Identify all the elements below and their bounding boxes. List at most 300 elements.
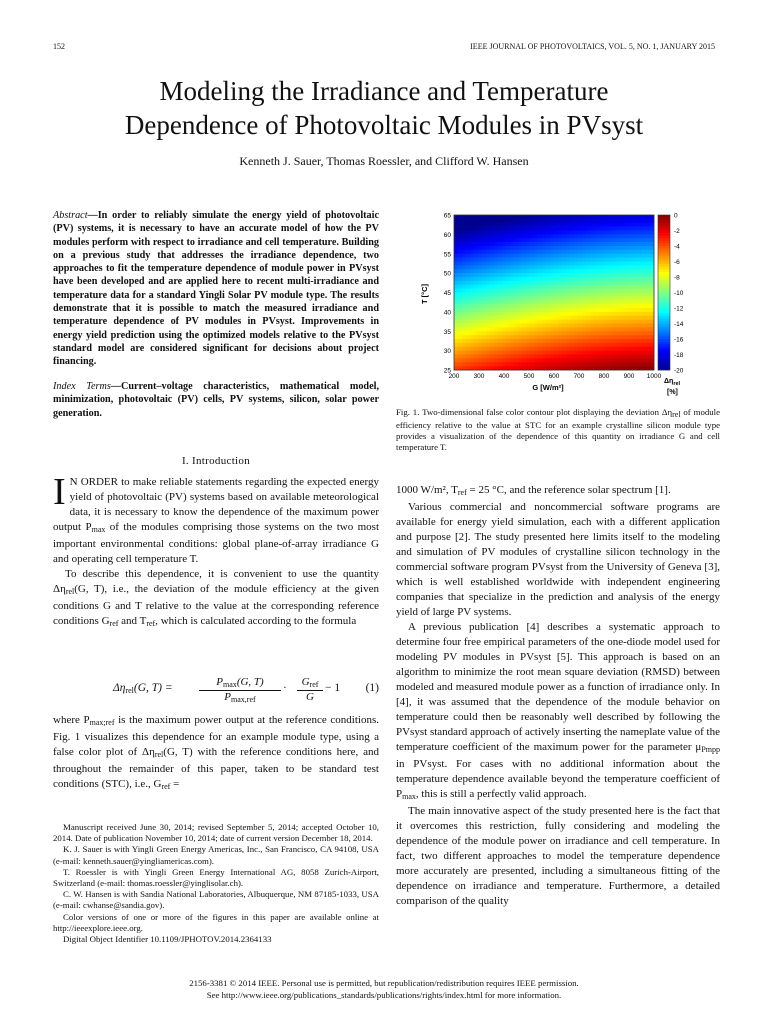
heatmap-cell xyxy=(506,296,510,300)
heatmap-cell xyxy=(614,351,618,355)
heatmap-cell xyxy=(606,343,610,347)
heatmap-cell xyxy=(574,320,578,324)
heatmap-cell xyxy=(630,277,634,281)
heatmap-cell xyxy=(486,343,490,347)
heatmap-cell xyxy=(566,254,570,258)
colorbar-segment xyxy=(658,231,670,234)
heatmap-cell xyxy=(486,223,490,227)
heatmap-cell xyxy=(470,324,474,328)
heatmap-cell xyxy=(554,254,558,258)
heatmap-cell xyxy=(554,215,558,219)
heatmap-cell xyxy=(586,254,590,258)
heatmap-cell xyxy=(482,273,486,277)
heatmap-cell xyxy=(482,351,486,355)
heatmap-cell xyxy=(630,234,634,238)
heatmap-cell xyxy=(586,358,590,362)
heatmap-cell xyxy=(470,308,474,312)
heatmap-cell xyxy=(542,343,546,347)
heatmap-cell xyxy=(610,258,614,262)
heatmap-cell xyxy=(498,351,502,355)
heatmap-cell xyxy=(558,227,562,231)
heatmap-cell xyxy=(462,258,466,262)
heatmap-cell xyxy=(546,293,550,297)
drop-cap: I xyxy=(53,471,66,513)
heatmap-cell xyxy=(526,335,530,339)
heatmap-cell xyxy=(642,219,646,223)
heatmap-cell xyxy=(542,231,546,235)
heatmap-cell xyxy=(574,296,578,300)
rp0-b: = 25 °C, and the reference solar spectrum [1]. xyxy=(466,484,671,496)
heatmap-cell xyxy=(530,269,534,273)
heatmap-cell xyxy=(502,277,506,281)
heatmap-cell xyxy=(566,351,570,355)
heatmap-cell xyxy=(478,327,482,331)
heatmap-cell xyxy=(542,316,546,320)
heatmap-cell xyxy=(526,269,530,273)
heatmap-cell xyxy=(494,335,498,339)
heatmap-cell xyxy=(454,265,458,269)
heatmap-cell xyxy=(606,358,610,362)
heatmap-cell xyxy=(538,355,542,359)
heatmap-cell xyxy=(474,250,478,254)
heatmap-cell xyxy=(594,347,598,351)
heatmap-cell xyxy=(618,339,622,343)
heatmap-cell xyxy=(462,312,466,316)
heatmap-cell xyxy=(454,335,458,339)
heatmap-cell xyxy=(518,362,522,366)
heatmap-cell xyxy=(546,285,550,289)
heatmap-cell xyxy=(522,339,526,343)
heatmap-cell xyxy=(510,215,514,219)
heatmap-cell xyxy=(462,300,466,304)
heatmap-cell xyxy=(462,289,466,293)
heatmap-cell xyxy=(562,351,566,355)
heatmap-cell xyxy=(498,300,502,304)
heatmap-cell xyxy=(482,308,486,312)
heatmap-cell xyxy=(462,339,466,343)
heatmap-cell xyxy=(602,289,606,293)
colorbar-ticks xyxy=(674,213,684,375)
heatmap-cell xyxy=(558,362,562,366)
heatmap-cell xyxy=(534,362,538,366)
heatmap-cell xyxy=(466,300,470,304)
heatmap-cell xyxy=(634,351,638,355)
colorbar-segment xyxy=(658,274,670,277)
heatmap-cell xyxy=(510,343,514,347)
heatmap-cell xyxy=(582,269,586,273)
heatmap-cell xyxy=(538,285,542,289)
heatmap-cell xyxy=(546,362,550,366)
heatmap-cell xyxy=(486,296,490,300)
heatmap-cell xyxy=(546,320,550,324)
heatmap-cell xyxy=(510,331,514,335)
heatmap-cell xyxy=(546,327,550,331)
heatmap-cell xyxy=(594,242,598,246)
heatmap-cell xyxy=(530,335,534,339)
heatmap-cell xyxy=(590,304,594,308)
heatmap-cell xyxy=(594,358,598,362)
heatmap-cell xyxy=(546,355,550,359)
colorbar-segment xyxy=(658,326,670,329)
heatmap-cell xyxy=(510,296,514,300)
heatmap-cell xyxy=(514,355,518,359)
heatmap-cell xyxy=(506,316,510,320)
heatmap-cell xyxy=(574,277,578,281)
heatmap-cell xyxy=(466,215,470,219)
heatmap-cell xyxy=(626,265,630,269)
heatmap-cell xyxy=(614,316,618,320)
heatmap-cell xyxy=(526,277,530,281)
heatmap-cell xyxy=(618,293,622,297)
heatmap-cell xyxy=(466,262,470,266)
heatmap-cell xyxy=(486,339,490,343)
heatmap-cell xyxy=(474,223,478,227)
heatmap-cell xyxy=(582,339,586,343)
heatmap-cell xyxy=(478,355,482,359)
heatmap-cell xyxy=(602,312,606,316)
eq-num1-args: (G, T) xyxy=(236,676,264,688)
heatmap-cell xyxy=(526,343,530,347)
heatmap-cell xyxy=(486,347,490,351)
x-tick-label: 700 xyxy=(573,373,585,380)
heatmap-cell xyxy=(534,300,538,304)
heatmap-cell xyxy=(510,293,514,297)
heatmap-cell xyxy=(578,320,582,324)
heatmap-cell xyxy=(510,304,514,308)
heatmap-cell xyxy=(594,238,598,242)
heatmap-cell xyxy=(478,277,482,281)
heatmap-cell xyxy=(610,227,614,231)
heatmap-cell xyxy=(458,262,462,266)
heatmap-cell xyxy=(574,238,578,242)
heatmap-cell xyxy=(638,285,642,289)
heatmap-cell xyxy=(470,293,474,297)
heatmap-cell xyxy=(510,335,514,339)
heatmap-cell xyxy=(498,355,502,359)
heatmap-cell xyxy=(642,316,646,320)
heatmap-cell xyxy=(622,331,626,335)
heatmap-cell xyxy=(570,273,574,277)
heatmap-cell xyxy=(486,254,490,258)
heatmap-cell xyxy=(474,308,478,312)
heatmap-cell xyxy=(562,308,566,312)
heatmap-cell xyxy=(638,223,642,227)
heatmap-cell xyxy=(518,273,522,277)
heatmap-cell xyxy=(550,281,554,285)
heatmap-cell xyxy=(478,351,482,355)
heatmap-cell xyxy=(534,316,538,320)
heatmap-cell xyxy=(514,269,518,273)
heatmap-cell xyxy=(574,227,578,231)
y-tick-label: 40 xyxy=(443,309,451,317)
p3-b: is the maximum power output at the reference conditions. Fig. 1 visualizes this dependence for an example module type, using a false color plot of Δη xyxy=(53,714,379,758)
heatmap-cell xyxy=(602,265,606,269)
colorbar-segment xyxy=(658,243,670,246)
heatmap-cell xyxy=(486,335,490,339)
heatmap-cell xyxy=(614,358,618,362)
heatmap-cell xyxy=(490,293,494,297)
heatmap-cell xyxy=(622,223,626,227)
heatmap-cell xyxy=(586,234,590,238)
heatmap-cell xyxy=(626,254,630,258)
heatmap-cell xyxy=(470,343,474,347)
colorbar-segment xyxy=(658,277,670,280)
heatmap-cell xyxy=(630,265,634,269)
heatmap-cell xyxy=(570,343,574,347)
heatmap-cell xyxy=(454,262,458,266)
heatmap-cell xyxy=(582,227,586,231)
heatmap-cell xyxy=(646,219,650,223)
heatmap-cell xyxy=(498,219,502,223)
heatmap-cell xyxy=(514,308,518,312)
colorbar-segment xyxy=(658,336,670,339)
heatmap-cell xyxy=(558,296,562,300)
colorbar-tick-label: -14 xyxy=(674,321,684,328)
heatmap-cell xyxy=(482,227,486,231)
heatmap-cell xyxy=(534,324,538,328)
heatmap-cell xyxy=(466,327,470,331)
heatmap-cell xyxy=(510,285,514,289)
p2-sub1: rel xyxy=(65,587,75,596)
heatmap-cell xyxy=(530,246,534,250)
heatmap-cell xyxy=(614,296,618,300)
heatmap-cell xyxy=(502,304,506,308)
y-tick-label: 50 xyxy=(443,270,451,278)
colorbar-segment xyxy=(658,303,670,306)
heatmap-cell xyxy=(462,355,466,359)
heatmap-cell xyxy=(582,312,586,316)
heatmap-cell xyxy=(598,219,602,223)
heatmap-cell xyxy=(630,335,634,339)
heatmap-cell xyxy=(538,339,542,343)
heatmap-cell xyxy=(538,273,542,277)
heatmap-cell xyxy=(498,358,502,362)
heatmap-cell xyxy=(538,296,542,300)
heatmap-cell xyxy=(478,320,482,324)
heatmap-cell xyxy=(482,258,486,262)
heatmap-cell xyxy=(638,351,642,355)
heatmap-cell xyxy=(474,231,478,235)
heatmap-cell xyxy=(562,335,566,339)
heatmap-cell xyxy=(554,219,558,223)
heatmap-cell xyxy=(578,312,582,316)
heatmap-cell xyxy=(614,335,618,339)
heatmap-cell xyxy=(570,254,574,258)
heatmap-cell xyxy=(490,351,494,355)
heatmap-cell xyxy=(550,331,554,335)
heatmap-cell xyxy=(606,281,610,285)
heatmap-cell xyxy=(538,215,542,219)
colorbar-segment xyxy=(658,365,670,368)
heatmap-cell xyxy=(538,258,542,262)
heatmap-cell xyxy=(566,281,570,285)
heatmap-cell xyxy=(642,258,646,262)
heatmap-cell xyxy=(482,316,486,320)
heatmap-cell xyxy=(518,312,522,316)
heatmap-cell xyxy=(462,246,466,250)
heatmap-cell xyxy=(498,331,502,335)
heatmap-cell xyxy=(506,335,510,339)
heatmap-cell xyxy=(602,362,606,366)
heatmap-cell xyxy=(486,351,490,355)
heatmap-cell xyxy=(538,219,542,223)
heatmap-cell xyxy=(562,273,566,277)
heatmap-cell xyxy=(566,347,570,351)
heatmap-cell xyxy=(534,215,538,219)
heatmap-cell xyxy=(622,246,626,250)
heatmap-cell xyxy=(518,262,522,266)
heatmap-cell xyxy=(622,339,626,343)
heatmap-cell xyxy=(506,231,510,235)
heatmap-cell xyxy=(542,273,546,277)
right-column-text xyxy=(396,483,720,909)
heatmap-cell xyxy=(494,234,498,238)
heatmap-cell xyxy=(550,362,554,366)
heatmap-cell xyxy=(598,262,602,266)
heatmap-cell xyxy=(646,285,650,289)
heatmap-cell xyxy=(470,238,474,242)
heatmap-cell xyxy=(486,281,490,285)
heatmap-cell xyxy=(554,331,558,335)
heatmap-cell xyxy=(510,320,514,324)
heatmap-cell xyxy=(562,347,566,351)
heatmap-cell xyxy=(622,227,626,231)
heatmap-cell xyxy=(498,343,502,347)
heatmap-cell xyxy=(526,265,530,269)
heatmap-cell xyxy=(454,238,458,242)
heatmap-cell xyxy=(538,234,542,238)
heatmap-cell xyxy=(570,238,574,242)
heatmap-cell xyxy=(482,347,486,351)
heatmap-cell xyxy=(618,320,622,324)
heatmap-cell xyxy=(582,238,586,242)
heatmap-cell xyxy=(566,320,570,324)
heatmap-cell xyxy=(538,223,542,227)
heatmap-cell xyxy=(462,308,466,312)
p1-sub: max xyxy=(91,525,106,534)
heatmap-cell xyxy=(626,238,630,242)
heatmap-cell xyxy=(538,231,542,235)
heatmap-cell xyxy=(486,242,490,246)
heatmap-cell xyxy=(474,238,478,242)
heatmap-cell xyxy=(570,227,574,231)
heatmap-cell xyxy=(502,339,506,343)
heatmap-cell xyxy=(474,285,478,289)
heatmap-cell xyxy=(626,293,630,297)
heatmap-cell xyxy=(590,250,594,254)
heatmap-cell xyxy=(462,273,466,277)
heatmap-cell xyxy=(598,308,602,312)
heatmap-cell xyxy=(590,223,594,227)
heatmap-cell xyxy=(518,258,522,262)
heatmap-cell xyxy=(606,234,610,238)
heatmap-cell xyxy=(514,238,518,242)
heatmap-cell xyxy=(486,316,490,320)
heatmap-cell xyxy=(494,246,498,250)
heatmap-cell xyxy=(570,331,574,335)
heatmap-cell xyxy=(590,289,594,293)
heatmap-cell xyxy=(562,227,566,231)
heatmap-cell xyxy=(558,262,562,266)
heatmap-cell xyxy=(458,339,462,343)
heatmap-cell xyxy=(634,362,638,366)
heatmap-cell xyxy=(494,269,498,273)
heatmap-cell xyxy=(454,219,458,223)
heatmap-cell xyxy=(598,327,602,331)
heatmap-cell xyxy=(598,223,602,227)
heatmap-cell xyxy=(494,281,498,285)
heatmap-cell xyxy=(466,304,470,308)
heatmap-cell xyxy=(518,335,522,339)
heatmap-cell xyxy=(474,281,478,285)
heatmap-cell xyxy=(522,215,526,219)
heatmap-cell xyxy=(562,277,566,281)
heatmap-cell xyxy=(554,242,558,246)
heatmap-cell xyxy=(558,351,562,355)
heatmap-cell xyxy=(554,335,558,339)
heatmap-cell xyxy=(562,312,566,316)
heatmap-cell xyxy=(502,273,506,277)
heatmap-cell xyxy=(626,331,630,335)
heatmap-cell xyxy=(474,262,478,266)
heatmap-cell xyxy=(622,324,626,328)
heatmap-cell xyxy=(606,327,610,331)
heatmap-cell xyxy=(606,231,610,235)
heatmap-cell xyxy=(618,223,622,227)
heatmap-cell xyxy=(454,355,458,359)
heatmap-cell xyxy=(486,258,490,262)
heatmap-cell xyxy=(530,250,534,254)
heatmap-cell xyxy=(494,223,498,227)
heatmap-cell xyxy=(634,273,638,277)
heatmap-cell xyxy=(570,308,574,312)
heatmap-cell xyxy=(614,304,618,308)
heatmap-cell xyxy=(490,308,494,312)
right-paragraph-0 xyxy=(396,483,720,500)
p1-tail: of the modules comprising those systems on the two most important environmental conditions: global plane-of-array irradiance G and operating cell temperature T. xyxy=(53,521,380,565)
heatmap-cell xyxy=(590,362,594,366)
heatmap-cell xyxy=(646,351,650,355)
heatmap-cell xyxy=(550,265,554,269)
heatmap-cell xyxy=(610,304,614,308)
heatmap-cell xyxy=(558,300,562,304)
footnote-roessler: T. Roessler is with Yingli Green Energy International AG, 8058 Zurich-Airport, Switzerland (e-mail: thomas.roessler@yinglisolar.ch). xyxy=(53,866,379,889)
heatmap-cell xyxy=(538,304,542,308)
heatmap-cell xyxy=(454,269,458,273)
heatmap-cell xyxy=(594,262,598,266)
heatmap-cell xyxy=(498,250,502,254)
footnote-sauer: K. J. Sauer is with Yingli Green Energy Americas, Inc., San Francisco, CA 94108, USA (e-mail: kenneth.sauer@yingliamericas.com). xyxy=(53,844,379,866)
heatmap-cell xyxy=(458,289,462,293)
heatmap-cell xyxy=(470,339,474,343)
y-tick-label: 45 xyxy=(443,290,451,297)
heatmap-cell xyxy=(546,238,550,242)
heatmap-cell xyxy=(602,273,606,277)
heatmap-cell xyxy=(586,335,590,339)
heatmap-cell xyxy=(634,324,638,328)
heatmap-cell xyxy=(614,339,618,343)
heatmap-cell xyxy=(526,246,530,250)
heatmap-cell xyxy=(486,231,490,235)
heatmap-cell xyxy=(642,250,646,254)
heatmap-cell xyxy=(490,281,494,285)
heatmap-cell xyxy=(646,246,650,250)
heatmap-cell xyxy=(606,335,610,339)
heatmap-cell xyxy=(598,238,602,242)
heatmap-cell xyxy=(622,293,626,297)
heatmap-cell xyxy=(562,331,566,335)
colorbar-segment xyxy=(658,262,670,265)
